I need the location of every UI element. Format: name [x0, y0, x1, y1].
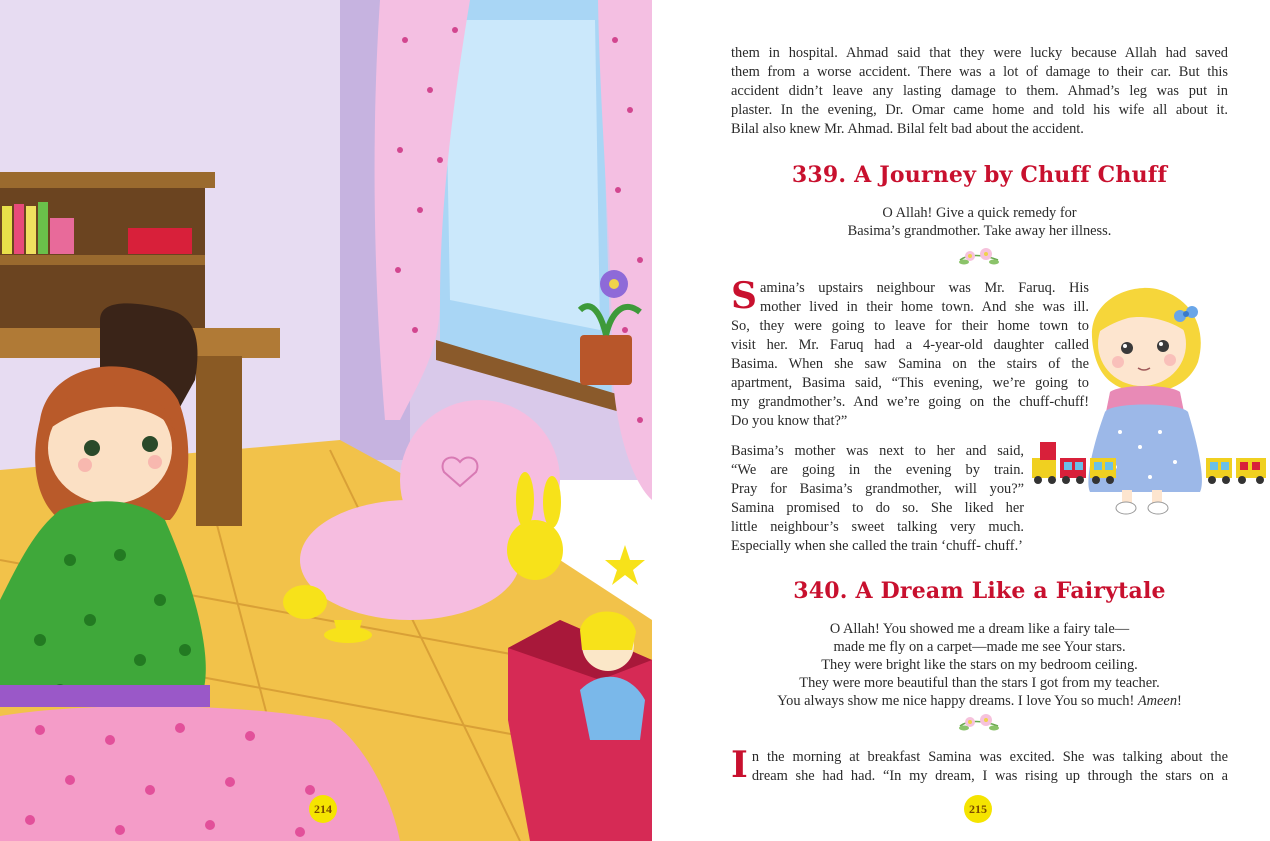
prayer-line: made me fly on a carpet—made me see Your stars. — [833, 639, 1126, 655]
text-line: my grandmother’s. And we’re going on the chuff-chuff! — [731, 394, 1089, 410]
text-line: visit her. Mr. Faruq had a 4-year-old daughter called — [731, 337, 1089, 353]
prayer-line: They were more beautiful than the stars I got from my teacher. — [799, 675, 1160, 691]
text-line: Especially when she called the train ‘chuff- chuff.’ — [731, 538, 1023, 554]
text-line: Samina promised to do so. She liked her — [731, 500, 1024, 516]
text-line: n the morning at breakfast Samina was excited. She was talking about the — [751, 749, 1228, 765]
prayer-line-italic: Ameen — [1137, 693, 1178, 709]
text-line: “We are going in the evening by train. — [731, 462, 1024, 478]
story-340-prayer — [731, 620, 1228, 710]
text-line: So, they were going to leave for their home town to — [731, 318, 1089, 334]
prayer-line: They were bright like the stars on my bedroom ceiling. — [821, 657, 1138, 673]
text-line: amina’s upstairs neighbour was Mr. Faruq. His — [760, 280, 1089, 296]
flower-ornament-icon — [954, 710, 1004, 734]
text-line: little neighbour’s sweet talking very much. — [731, 519, 1024, 535]
text-line: Pray for Basima’s grandmother, will you?” — [731, 481, 1024, 497]
story-339-prayer — [731, 204, 1228, 240]
text-line: plaster. In the evening, Dr. Omar came home and told his wife all about it. — [731, 102, 1228, 118]
story-340-paragraph-1 — [731, 744, 1228, 786]
prayer-line: O Allah! You showed me a dream like a fairy tale— — [829, 621, 1130, 637]
text-line: mother lived in their home town. And she was ill. — [760, 299, 1089, 315]
story-339-paragraph-2 — [731, 442, 1024, 556]
text-line: Bilal also knew Mr. Ahmad. Bilal felt bad about the accident. — [731, 121, 1084, 137]
text-line: Do you know that?” — [731, 413, 848, 429]
text-line: Basima’s mother was next to her and said, — [731, 443, 1024, 459]
prayer-line-end: ! — [1177, 693, 1182, 709]
right-page — [652, 0, 1270, 841]
prayer-line-text: You always show me nice happy dreams. I love You so much! — [777, 693, 1138, 709]
text-line: dream she had had. “In my dream, I was rising up through the stars on a — [751, 768, 1228, 784]
prayer-line: Basima’s grandmother. Take away her illness. — [847, 223, 1112, 239]
story-340-title: 340. A Dream Like a Fairytale — [793, 578, 1166, 604]
prayer-line: O Allah! Give a quick remedy for — [882, 205, 1077, 221]
flower-ornament-icon — [954, 244, 1004, 268]
text-line: apartment, Basima said, “This evening, we’re going to — [731, 375, 1089, 391]
story-339-title: 339. A Journey by Chuff Chuff — [791, 162, 1168, 188]
drop-cap: S — [731, 275, 757, 317]
intro-paragraph — [731, 44, 1228, 139]
text-line: accident didn’t leave any lasting damage to them. Ahmad’s leg was put in — [731, 83, 1228, 99]
drop-cap: I — [731, 744, 748, 786]
page-number-right: 215 — [964, 795, 992, 823]
text-line: them in hospital. Ahmad said that they were lucky because Allah had saved — [731, 45, 1228, 61]
text-line: them from a worse accident. There was a lot of damage to their car. But this — [731, 64, 1228, 80]
prayer-line — [731, 692, 1228, 710]
girl-with-toy-train-illustration — [1030, 282, 1270, 522]
page-number-left: 214 — [309, 795, 337, 823]
text-line: Basima. When she saw Samina on the stairs of the — [731, 356, 1089, 372]
